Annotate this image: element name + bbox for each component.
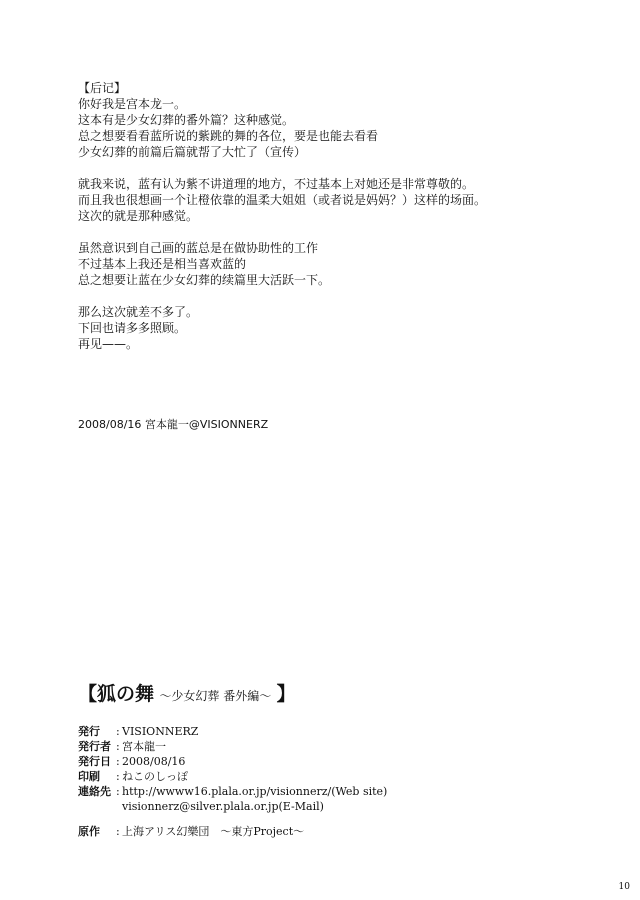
afterword-line: 总之想要让蓝在少女幻葬的续篇里大活跃一下。 <box>78 273 331 287</box>
afterword-line: 下回也请多多照顾。 <box>78 321 187 335</box>
afterword-paragraph-4 <box>78 304 598 352</box>
colophon-details <box>78 724 558 839</box>
afterword-paragraph-2 <box>78 176 598 224</box>
colophon-label: 印刷 <box>78 770 100 783</box>
colophon <box>78 682 558 839</box>
contact-web-link[interactable]: http://wwww16.plala.or.jp/visionnerz/(Web site) <box>122 785 388 798</box>
afterword-line: 就我来说，蓝有认为紫不讲道理的地方，不过基本上对她还是非常尊敬的。 <box>78 177 475 191</box>
afterword-greeting: 你好我是宫本龙一。 <box>78 97 187 111</box>
page-number: 10 <box>618 882 630 892</box>
book-title-main: 【狐の舞 <box>78 683 155 705</box>
colophon-value: 2008/08/16 <box>122 755 186 768</box>
afterword-line: 虽然意识到自己画的蓝总是在做协助性的工作 <box>78 241 319 255</box>
afterword-section <box>78 80 598 352</box>
afterword-paragraph-1 <box>78 112 598 160</box>
afterword-line: 不过基本上我还是相当喜欢蓝的 <box>78 257 247 271</box>
book-title <box>78 682 558 708</box>
colophon-row-author: 発行者 : 宮本龍一 <box>78 740 166 753</box>
afterword-line: 总之想要看看蓝所说的紫跳的舞的各位，要是也能去看看 <box>78 129 379 143</box>
afterword-paragraph-3 <box>78 240 598 288</box>
afterword-heading: 【后记】 <box>78 81 127 95</box>
colophon-row-publisher: 発行 : VISIONNERZ <box>78 725 199 738</box>
book-title-close: 】 <box>276 683 296 705</box>
colophon-label: 連絡先 <box>78 785 111 798</box>
colophon-value: 宮本龍一 <box>122 740 166 753</box>
colophon-value: VISIONNERZ <box>122 725 199 738</box>
colophon-row-original: 原作 : 上海アリス幻樂団 ～東方Project～ <box>78 825 305 838</box>
colophon-value: ねこのしっぽ <box>122 770 188 783</box>
afterword-signature: 2008/08/16 宮本龍一@VISIONNERZ <box>78 418 269 431</box>
afterword-line: 再见——。 <box>78 337 139 351</box>
afterword-line: 那么这次就差不多了。 <box>78 305 199 319</box>
colophon-row-printer: 印刷 : ねこのしっぽ <box>78 770 188 783</box>
colophon-value: 上海アリス幻樂団 ～東方Project～ <box>122 825 305 838</box>
colophon-label: 原作 <box>78 825 100 838</box>
book-title-sub: ～少女幻葬 番外編～ <box>159 689 272 703</box>
contact-email-link[interactable]: visionnerz@silver.plala.or.jp(E-Mail) <box>122 800 324 813</box>
colophon-label: 発行日 <box>78 755 111 768</box>
afterword-line: 少女幻葬的前篇后篇就帮了大忙了（宣传） <box>78 145 307 159</box>
colophon-row-date: 発行日 : 2008/08/16 <box>78 755 186 768</box>
colophon-row-contact: 連絡先 : http://wwww16.plala.or.jp/visionnerz/(Web site) <box>78 785 388 798</box>
afterword-line: 而且我也很想画一个让橙依靠的温柔大姐姐（或者说是妈妈？）这样的场面。 <box>78 193 487 207</box>
colophon-label: 発行者 <box>78 740 111 753</box>
colophon-label: 発行 <box>78 725 100 738</box>
afterword-line: 这本有是少女幻葬的番外篇？这种感觉。 <box>78 113 295 127</box>
colophon-row-contact-mail <box>78 799 558 814</box>
afterword-line: 这次的就是那种感觉。 <box>78 209 199 223</box>
